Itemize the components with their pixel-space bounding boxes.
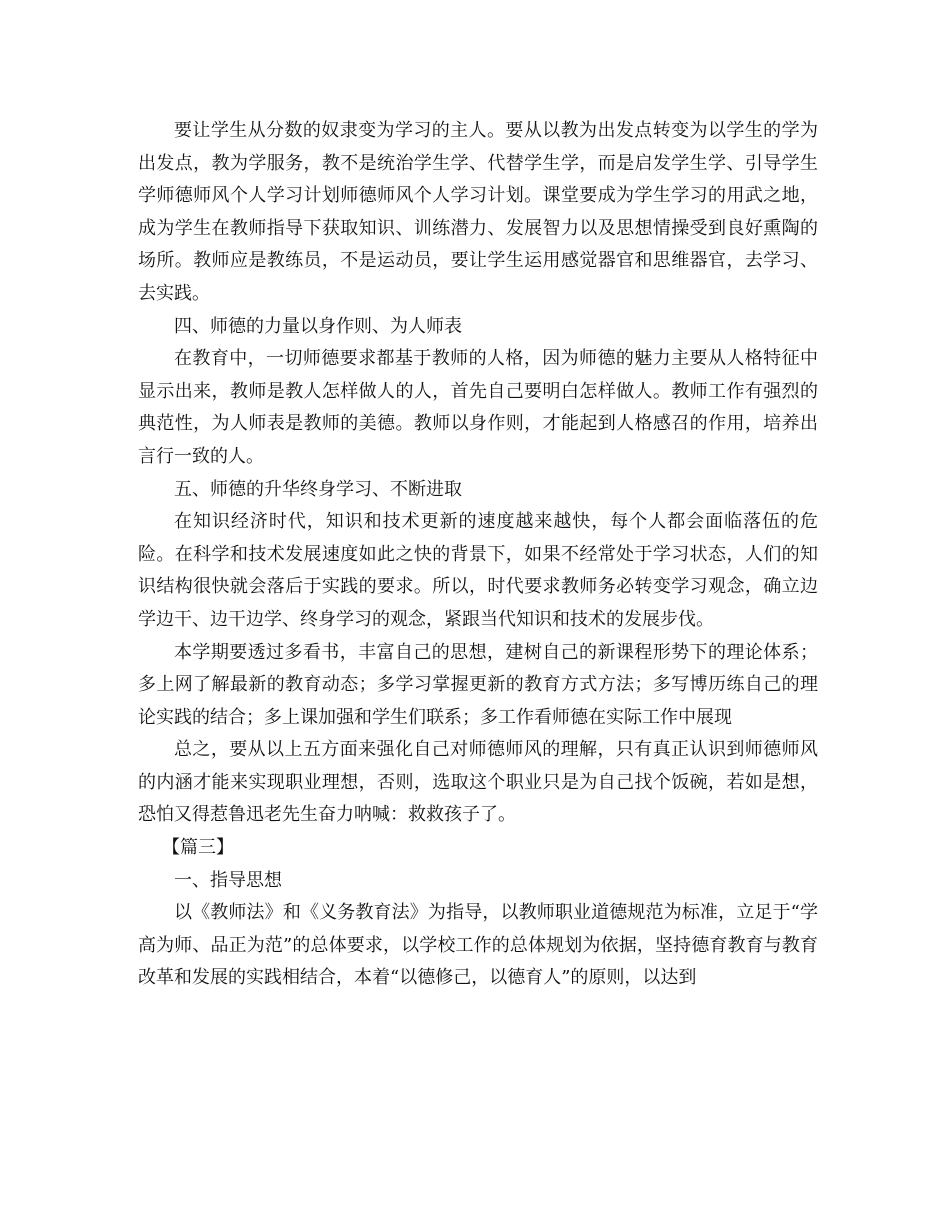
paragraph-conclusion: 总之，要从以上五方面来强化自己对师德师风的理解，只有真正认识到师德师风的内涵才能来实现职业理想，否则，选取这个职业只是为自己找个饭碗，若如是想，恐怕又得惹鲁迅老先生奋力呐喊：救救孩子了。 — [138, 739, 818, 826]
paragraph-student-master: 要让学生从分数的奴隶变为学习的主人。要从以教为出发点转变为以学生的学为出发点，教为学服务，教不是统治学生学、代替学生学，而是启发学生学、引导学生学师德师风个人学习计划师德师风个人学习计划。课堂要成为学生学习的用武之地，成为学生在教师指导下获取知识、训练潜力、发展智力以及思想情操受到良好熏陶的场所。教师应是教练员，不是运动员，要让学生运用感觉器官和思维器官，去学习、去实践。 — [138, 120, 818, 304]
document-body — [138, 115, 818, 995]
section-heading-four: 四、师德的力量以身作则、为人师表 — [174, 315, 462, 337]
paragraph-teacher-personality: 在教育中，一切师德要求都基于教师的人格，因为师德的魅力主要从人格特征中显示出来，教师是教人怎样做人的人，首先自己要明白怎样做人。教师工作有强烈的典范性，为人师表是教师的美德。教师以身作则，才能起到人格感召的作用，培养出言行一致的人。 — [138, 348, 818, 467]
paragraph-guiding-thought: 以《教师法》和《义务教育法》为指导，以教师职业道德规范为标准，立足于“学高为师、品正为范”的总体要求，以学校工作的总体规划为依据，坚持德育教育与教育改革和发展的实践相结合，本着“以德修己，以德育人”的原则，以达到 — [138, 902, 818, 989]
part-three-marker: 【篇三】 — [162, 837, 234, 859]
paragraph-knowledge-economy: 在知识经济时代，知识和技术更新的速度越来越快，每个人都会面临落伍的危险。在科学和技术发展速度如此之快的背景下，如果不经常处于学习状态，人们的知识结构很快就会落后于实践的要求。所以，时代要求教师务必转变学习观念，确立边学边干、边干边学、终身学习的观念，紧跟当代知识和技术的发展步伐。 — [138, 511, 818, 630]
section-heading-guiding-thought: 一、指导思想 — [174, 869, 282, 891]
paragraph-semester-plan: 本学期要透过多看书，丰富自己的思想，建树自己的新课程形势下的理论体系；多上网了解最新的教育动态；多学习掌握更新的教育方式方法；多写博历练自己的理论实践的结合；多上课加强和学生们联系；多工作看师德在实际工作中展现 — [138, 641, 818, 728]
section-heading-five: 五、师德的升华终身学习、不断进取 — [174, 478, 462, 500]
